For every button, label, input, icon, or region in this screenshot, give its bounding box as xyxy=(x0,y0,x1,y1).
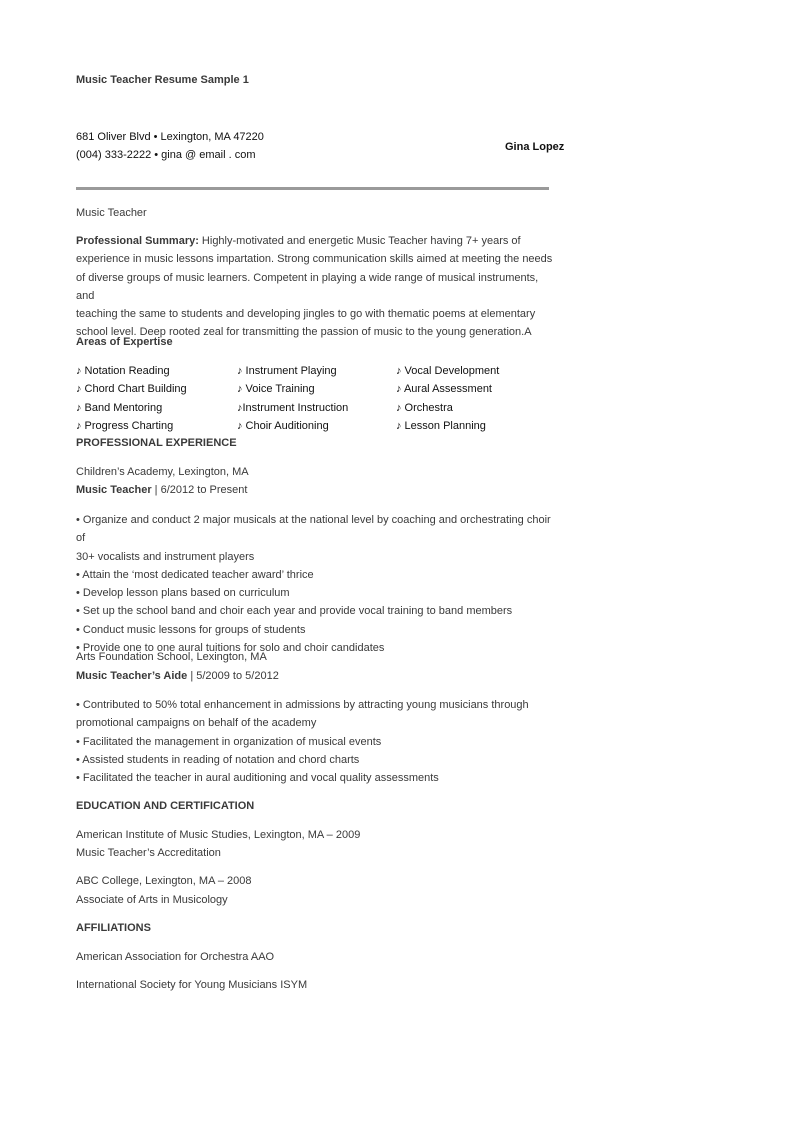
contact-phone-email: (004) 333-2222 • gina @ email . com xyxy=(76,149,256,161)
expertise-heading: Areas of Expertise xyxy=(76,336,173,348)
summary-label: Professional Summary: xyxy=(76,235,199,247)
education-item-detail: Associate of Arts in Musicology xyxy=(76,894,228,906)
expertise-row xyxy=(76,380,556,398)
job-role-line xyxy=(76,484,247,496)
position-title: Music Teacher xyxy=(76,207,147,219)
expertise-grid xyxy=(76,362,556,435)
job-employer: Children’s Academy, Lexington, MA xyxy=(76,466,249,478)
expertise-item: ♪ Instrument Playing xyxy=(237,365,337,377)
expertise-item: ♪Instrument Instruction xyxy=(237,401,349,414)
expertise-item: ♪ Lesson Planning xyxy=(396,419,486,432)
bullet-item: • Provide one to one aural tuitions for solo and choir candidates xyxy=(76,642,385,655)
professional-summary xyxy=(76,232,556,342)
document-title: Music Teacher Resume Sample 1 xyxy=(76,74,249,86)
expertise-item: ♪ Band Mentoring xyxy=(76,401,163,414)
job-role-line xyxy=(76,670,279,682)
expertise-item: ♪ Voice Training xyxy=(237,383,315,396)
education-item: American Institute of Music Studies, Lexington, MA – 2009 xyxy=(76,829,361,841)
expertise-item: ♪ Choir Auditioning xyxy=(237,419,329,432)
affiliation-item: American Association for Orchestra AAO xyxy=(76,951,275,963)
expertise-item: ♪ Aural Assessment xyxy=(396,383,492,396)
education-item-detail: Music Teacher’s Accreditation xyxy=(76,847,221,859)
summary-line: teaching the same to students and developing jingles to go with thematic poems at elementary xyxy=(76,308,536,321)
expertise-item: ♪ Progress Charting xyxy=(76,419,174,432)
contact-address: 681 Oliver Blvd • Lexington, MA 47220 xyxy=(76,131,264,143)
job-employer: Arts Foundation School, Lexington, MA xyxy=(76,651,267,663)
affiliations-heading: AFFILIATIONS xyxy=(76,922,151,934)
bullet-item: 30+ vocalists and instrument players xyxy=(76,550,255,563)
bullet-item: • Facilitated the management in organization of musical events xyxy=(76,735,382,748)
bullet-item: • Conduct music lessons for groups of students xyxy=(76,623,306,636)
bullet-item: promotional campaigns on behalf of the academy xyxy=(76,717,317,730)
bullet-item: • Organize and conduct 2 major musicals at the national level by coaching and orchestrating choir of xyxy=(76,514,551,545)
summary-line: of diverse groups of music learners. Competent in playing a wide range of musical instruments, and xyxy=(76,271,539,302)
expertise-row xyxy=(76,399,556,417)
bullet-item: • Facilitated the teacher in aural auditioning and vocal quality assessments xyxy=(76,772,439,785)
expertise-item: ♪ Chord Chart Building xyxy=(76,383,187,396)
bullet-item: • Contributed to 50% total enhancement in admissions by attracting young musicians through xyxy=(76,699,529,711)
header-divider xyxy=(76,187,549,190)
education-heading: EDUCATION AND CERTIFICATION xyxy=(76,800,255,812)
job-bullets xyxy=(76,511,556,657)
job-dates: | 5/2009 to 5/2012 xyxy=(187,670,279,682)
job-role: Music Teacher xyxy=(76,484,152,496)
expertise-row xyxy=(76,417,556,435)
candidate-name: Gina Lopez xyxy=(505,141,565,153)
job-dates: | 6/2012 to Present xyxy=(151,484,248,496)
expertise-item: ♪ Orchestra xyxy=(396,401,453,414)
expertise-row xyxy=(76,362,556,380)
bullet-item: • Develop lesson plans based on curriculum xyxy=(76,587,290,600)
bullet-item: • Attain the ‘most dedicated teacher award’ thrice xyxy=(76,568,314,581)
job-bullets xyxy=(76,696,556,787)
summary-line: school level. Deep rooted zeal for transmitting the passion of music to the young generation.A xyxy=(76,326,532,339)
education-item: ABC College, Lexington, MA – 2008 xyxy=(76,875,252,887)
summary-line: experience in music lessons impartation. Strong communication skills aimed at meeting the needs xyxy=(76,253,553,266)
experience-heading: PROFESSIONAL EXPERIENCE xyxy=(76,437,237,449)
bullet-item: • Set up the school band and choir each year and provide vocal training to band members xyxy=(76,605,513,618)
expertise-item: ♪ Notation Reading xyxy=(76,365,170,377)
affiliation-item: International Society for Young Musicians ISYM xyxy=(76,979,308,991)
expertise-item: ♪ Vocal Development xyxy=(396,365,500,377)
job-role: Music Teacher’s Aide xyxy=(76,670,188,682)
bullet-item: • Assisted students in reading of notation and chord charts xyxy=(76,753,360,766)
summary-line: Highly-motivated and energetic Music Teacher having 7+ years of xyxy=(198,235,521,247)
